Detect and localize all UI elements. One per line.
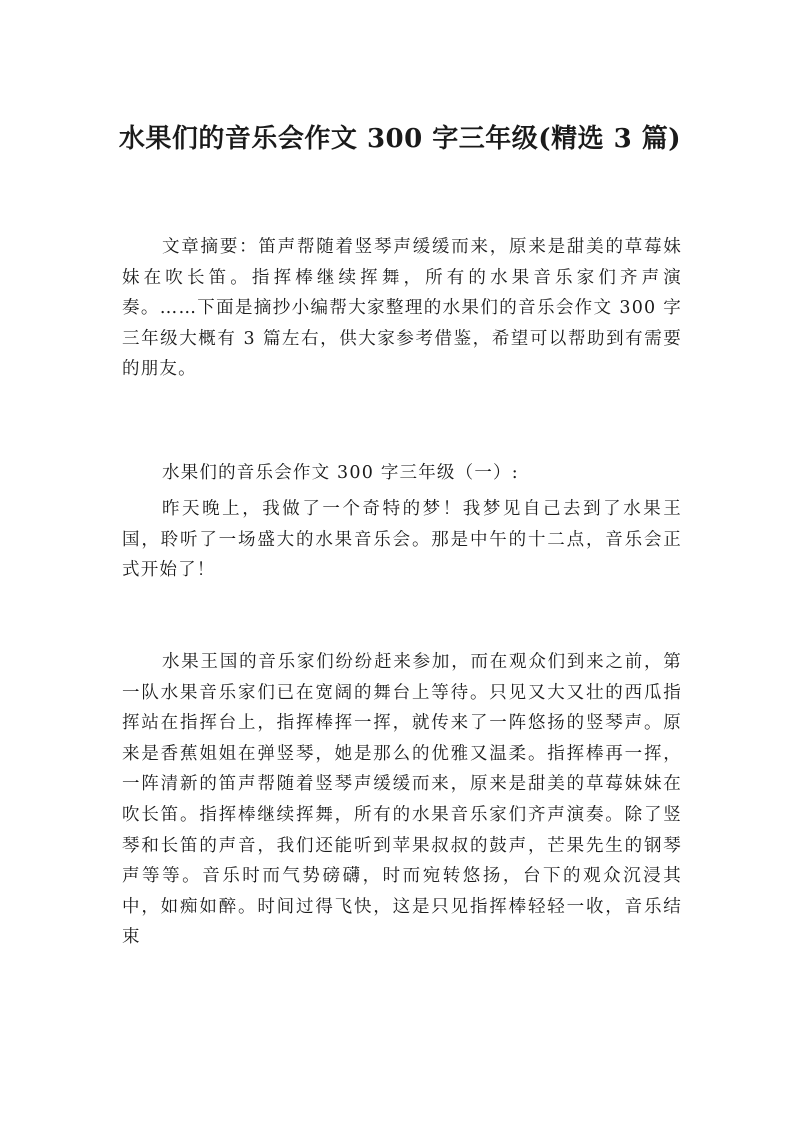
document-title: 水果们的音乐会作文 300 字三年级(精选 3 篇): [118, 124, 682, 155]
article-summary: 文章摘要：笛声帮随着竖琴声缓缓而来，原来是甜美的草莓妹妹在吹长笛。指挥棒继续挥舞，所有的水果音乐家们齐声演奏。……下面是摘抄小编帮大家整理的水果们的音乐会作文 300 字三年级大概有 3 篇左右，供大家参考借鉴，希望可以帮助到有需要的朋友。: [122, 237, 682, 380]
body-paragraph-1: 昨天晚上，我做了一个奇特的梦！我梦见自己去到了水果王国，聆听了一场盛大的水果音乐会。那是中午的十二点，音乐会正式开始了！: [122, 499, 682, 581]
body-paragraph-2: 水果王国的音乐家们纷纷赶来参加，而在观众们到来之前，第一队水果音乐家们已在宽阔的舞台上等待。只见又大又壮的西瓜指挥站在指挥台上，指挥棒挥一挥，就传来了一阵悠扬的竖琴声。原来是香蕉姐姐在弹竖琴，她是那么的优雅又温柔。指挥棒再一挥，一阵清新的笛声帮随着竖琴声缓缓而来，原来是甜美的草莓妹妹在吹长笛。指挥棒继续挥舞，所有的水果音乐家们齐声演奏。除了竖琴和长笛的声音，我们还能听到苹果叔叔的鼓声，芒果先生的钢琴声等等。音乐时而气势磅礴，时而宛转悠扬，台下的观众沉浸其中，如痴如醉。时间过得飞快，这是只见指挥棒轻轻一收，音乐结束: [122, 652, 682, 948]
section-heading: 水果们的音乐会作文 300 字三年级（一）:: [162, 463, 519, 483]
